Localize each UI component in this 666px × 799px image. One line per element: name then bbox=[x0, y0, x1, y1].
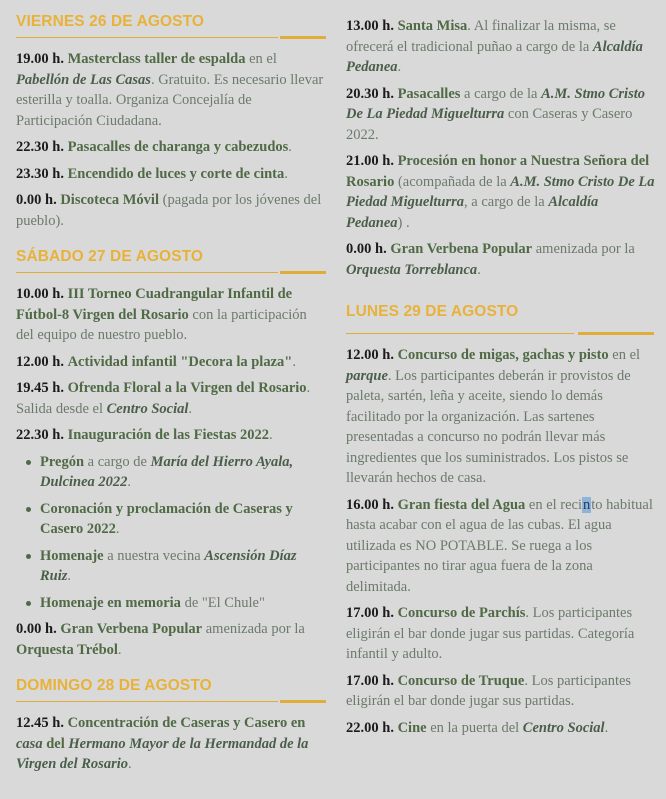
day-header-sabado bbox=[16, 247, 328, 274]
right-column bbox=[346, 0, 656, 744]
header-rule bbox=[16, 36, 328, 39]
day-title-sabado: SÁBADO 27 DE AGOSTO bbox=[16, 248, 204, 265]
event-sabado-4: 22.30 h. Inauguración de las Fiestas 2022. bbox=[16, 427, 273, 443]
event-lunes-4: 17.00 h. Concurso de Truque. Los participantes eligirán el bar donde jugar sus partidas. bbox=[346, 672, 632, 709]
list-item: Coronación y proclamación de Caseras y Casero 2022. bbox=[16, 499, 328, 540]
day-title-domingo: DOMINGO 28 DE AGOSTO bbox=[16, 677, 212, 694]
event-lunes-1: 12.00 h. Concurso de migas, gachas y pisto en el parque. Los participantes deberán ir provistos de paleta, sartén, leña y aceite, siendo lo demás facilitado por la organización. Las sartenes presentadas a concurso no podrán llevar más ingredientes que los suministrados. Los pistos se llevarán hechos de casa. bbox=[346, 347, 641, 486]
day-header-lunes bbox=[346, 302, 656, 335]
event-viernes-4: 0.00 h. Discoteca Móvil (pagada por los jóvenes del pueblo). bbox=[16, 192, 322, 229]
day-title-lunes: LUNES 29 DE AGOSTO bbox=[346, 303, 519, 320]
header-rule bbox=[16, 700, 328, 703]
event-sabado-5: 0.00 h. Gran Verbena Popular amenizada por la Orquesta Trébol. bbox=[16, 621, 305, 658]
event-viernes-2: 22.30 h. Pasacalles de charanga y cabezudos. bbox=[16, 139, 292, 155]
day-header-viernes bbox=[16, 12, 328, 39]
day-title-viernes: VIERNES 26 DE AGOSTO bbox=[16, 13, 205, 30]
day-header-domingo bbox=[16, 676, 328, 703]
header-rule bbox=[346, 332, 656, 335]
event-viernes-1: 19.00 h. Masterclass taller de espalda en el Pabellón de Las Casas. Gratuito. Es necesario llevar esterilla y toalla. Organiza Concejalía de Participación Ciudadana. bbox=[16, 51, 324, 129]
sabado-sublist bbox=[16, 452, 328, 614]
list-item: Homenaje en memoria de "El Chule" bbox=[16, 593, 328, 614]
event-viernes-3: 23.30 h. Encendido de luces y corte de cinta. bbox=[16, 165, 288, 182]
event-sabado-1: 10.00 h. III Torneo Cuadrangular Infantil de Fútbol-8 Virgen del Rosario con la participación del equipo de nuestro pueblo. bbox=[16, 286, 307, 343]
list-item: Homenaje a nuestra vecina Ascensión Díaz Ruiz. bbox=[16, 546, 328, 587]
left-column bbox=[16, 0, 328, 781]
text-cursor-selection[interactable]: n bbox=[583, 496, 591, 513]
event-lunes-2: 16.00 h. Gran fiesta del Agua en el recinto habitual hasta acabar con el agua de las cubas. El agua utilizada es NO POTABLE. Se ruega a los participantes no tirar agua fuera de la zona delimitada. bbox=[346, 496, 653, 595]
event-domingo-5: 0.00 h. Gran Verbena Popular amenizada por la Orquesta Torreblanca. bbox=[346, 241, 635, 278]
event-domingo-3: 20.30 h. Pasacalles a cargo de la A.M. Stmo Cristo De La Piedad Miguelturra con Caseras y Casero 2022. bbox=[346, 85, 646, 143]
event-domingo-4: 21.00 h. Procesión en honor a Nuestra Señora del Rosario (acompañada de la A.M. Stmo Cristo De La Piedad Miguelturra, a cargo de la Alcaldía Pedanea) . bbox=[346, 153, 655, 231]
event-domingo-2: 13.00 h. Santa Misa. Al finalizar la misma, se ofrecerá el tradicional puñao a cargo de la Alcaldía Pedanea. bbox=[346, 18, 643, 75]
header-rule bbox=[16, 271, 328, 274]
event-lunes-5: 22.00 h. Cine en la puerta del Centro Social. bbox=[346, 719, 609, 736]
event-lunes-3: 17.00 h. Concurso de Parchís. Los participantes eligirán el bar donde jugar sus partidas. Categoría infantil y adulto. bbox=[346, 605, 635, 662]
list-item: Pregón a cargo de María del Hierro Ayala, Dulcinea 2022. bbox=[16, 452, 328, 493]
event-sabado-2: 12.00 h. Actividad infantil "Decora la plaza". bbox=[16, 353, 296, 370]
event-sabado-3: 19.45 h. Ofrenda Floral a la Virgen del Rosario. Salida desde el Centro Social. bbox=[16, 380, 311, 417]
event-domingo-1: 12.45 h. Concentración de Caseras y Casero en casa del Hermano Mayor de la Hermandad de la Virgen del Rosario. bbox=[16, 715, 309, 772]
